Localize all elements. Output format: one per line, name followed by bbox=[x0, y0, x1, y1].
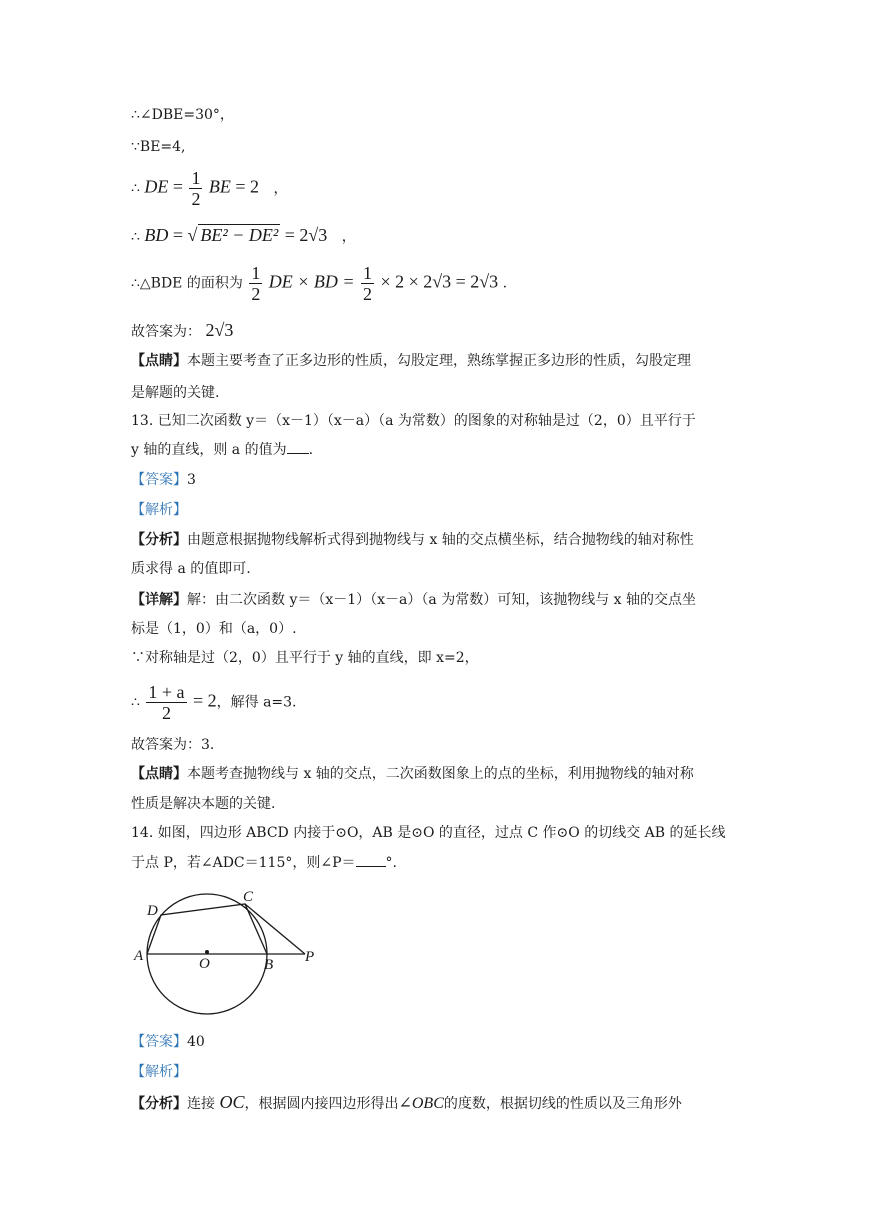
section-tag: 【详解】 bbox=[131, 592, 187, 608]
text-span: 的度数，根据切线的性质以及三角形外 bbox=[443, 1096, 682, 1112]
text-span: 本题主要考查了正多边形的性质，勾股定理，熟练掌握正多边形的性质，勾股定理 bbox=[187, 353, 691, 369]
text-line bbox=[131, 351, 691, 371]
text-span: ，根据圆内接四边形得出 bbox=[244, 1096, 399, 1112]
equation-de bbox=[131, 168, 287, 209]
text-line bbox=[131, 1092, 682, 1114]
text-span: 本题考查抛物线与 x 轴的交点，二次函数图象上的点的坐标，利用抛物线的轴对称 bbox=[187, 766, 694, 782]
answer-blank bbox=[287, 453, 309, 454]
text-line bbox=[131, 764, 694, 784]
radicand: BE² − DE² bbox=[200, 225, 279, 245]
punctuation: ， bbox=[341, 229, 356, 245]
fraction: $\frac{1}{2}$ bbox=[363, 263, 372, 304]
text-span: 于点 P，若∠ADC＝115°，则∠P＝ bbox=[131, 855, 356, 871]
math-term: = 2 bbox=[192, 690, 217, 711]
analysis-tag: 【解析】 bbox=[131, 502, 187, 518]
math-term: DE bbox=[144, 176, 169, 197]
label-b: B bbox=[264, 957, 274, 973]
text-span: y 轴的直线，则 a 的值为 bbox=[131, 442, 287, 458]
text-span: ，解得 a=3. bbox=[216, 694, 297, 711]
tangent-cp bbox=[245, 904, 305, 954]
math-term: 2√3 bbox=[205, 320, 234, 340]
answer-value: 3 bbox=[187, 472, 196, 488]
math-term: OC bbox=[219, 1092, 245, 1112]
fraction: $\frac{1}{2}$ bbox=[251, 263, 261, 304]
text-span: 故答案为： bbox=[131, 324, 201, 340]
answer-14 bbox=[131, 1032, 205, 1052]
math-term: BE bbox=[208, 176, 231, 197]
answer-tag: 【答案】 bbox=[131, 472, 187, 488]
label-p: P bbox=[305, 949, 315, 965]
math-term: = 2√3 bbox=[284, 225, 328, 245]
text-line bbox=[131, 530, 694, 550]
center-point-o bbox=[205, 950, 209, 954]
answer-tag: 【答案】 bbox=[131, 1034, 187, 1050]
answer-blank bbox=[356, 866, 386, 867]
answer-13 bbox=[131, 470, 196, 490]
math-term: DE × BD = bbox=[268, 271, 355, 292]
label-o: O bbox=[199, 956, 210, 972]
fraction: $\frac{1}{2}$ bbox=[191, 168, 201, 209]
punctuation: ， bbox=[273, 180, 288, 197]
fraction: $\frac{1 + a}{2}$ bbox=[148, 682, 185, 723]
question-14: 14. 如图，四边形 ABCD 内接于⊙O，AB 是⊙O 的直径，过点 C 作⊙O 的切线交 AB 的延长线 bbox=[131, 825, 726, 841]
text-line: ∵BE=4, bbox=[131, 139, 186, 155]
text-line: 标是（1，0）和（a，0）. bbox=[131, 621, 297, 637]
text-line: ∵对称轴是过（2，0）且平行于 y 轴的直线，即 x=2， bbox=[131, 650, 479, 666]
math-term: ∠OBC bbox=[398, 1095, 444, 1112]
math-term: BD bbox=[144, 225, 169, 245]
text-line: 故答案为：3. bbox=[131, 737, 215, 753]
math-term: = 2 bbox=[235, 176, 259, 197]
answer-value: 40 bbox=[187, 1034, 205, 1050]
question-13: 13. 已知二次函数 y＝（x－1）（x－a）（a 为常数）的图象的对称轴是过（2，0）且平行于 bbox=[131, 413, 696, 429]
therefore-symbol: ∴ bbox=[131, 229, 140, 245]
question-13-cont bbox=[131, 440, 313, 460]
text-line: 是解题的关键. bbox=[131, 385, 220, 401]
punctuation: . bbox=[308, 442, 314, 458]
therefore-symbol: ∴ bbox=[131, 180, 140, 197]
text-line: ∴∠DBE=30°， bbox=[131, 107, 234, 123]
label-c: C bbox=[243, 889, 254, 905]
question-14-cont bbox=[131, 853, 397, 873]
text-span: ∴△BDE 的面积为 bbox=[131, 275, 243, 292]
punctuation: °. bbox=[385, 855, 397, 871]
radical-sign: √ bbox=[187, 225, 198, 245]
label-a: A bbox=[134, 948, 144, 964]
section-tag: 【点睛】 bbox=[131, 766, 187, 782]
punctuation: . bbox=[502, 275, 508, 292]
equation-area bbox=[131, 263, 507, 304]
text-line bbox=[131, 590, 696, 610]
text-span: 由题意根据抛物线解析式得到抛物线与 x 轴的交点横坐标，结合抛物线的轴对称性 bbox=[187, 532, 694, 548]
answer-line bbox=[131, 320, 233, 342]
label-d: D bbox=[147, 903, 158, 919]
math-term: = bbox=[172, 225, 183, 245]
equation-13 bbox=[131, 682, 297, 723]
therefore-symbol: ∴ bbox=[131, 694, 140, 711]
text-line: 质求得 a 的值即可. bbox=[131, 561, 251, 577]
math-term: × 2 × 2√3 = 2√3 bbox=[380, 271, 499, 292]
text-span: 解：由二次函数 y＝（x－1）（x－a）（a 为常数）可知，该抛物线与 x 轴的交点坐 bbox=[187, 592, 696, 608]
geometry-figure bbox=[130, 885, 330, 1015]
equation-bd bbox=[131, 224, 356, 247]
section-tag: 【点睛】 bbox=[131, 353, 187, 369]
text-span: 连接 bbox=[187, 1096, 215, 1112]
section-tag: 【分析】 bbox=[131, 1096, 187, 1112]
section-tag: 【分析】 bbox=[131, 532, 187, 548]
text-line: 性质是解决本题的关键. bbox=[131, 796, 276, 812]
math-term: = bbox=[172, 176, 183, 197]
analysis-tag: 【解析】 bbox=[131, 1064, 187, 1080]
